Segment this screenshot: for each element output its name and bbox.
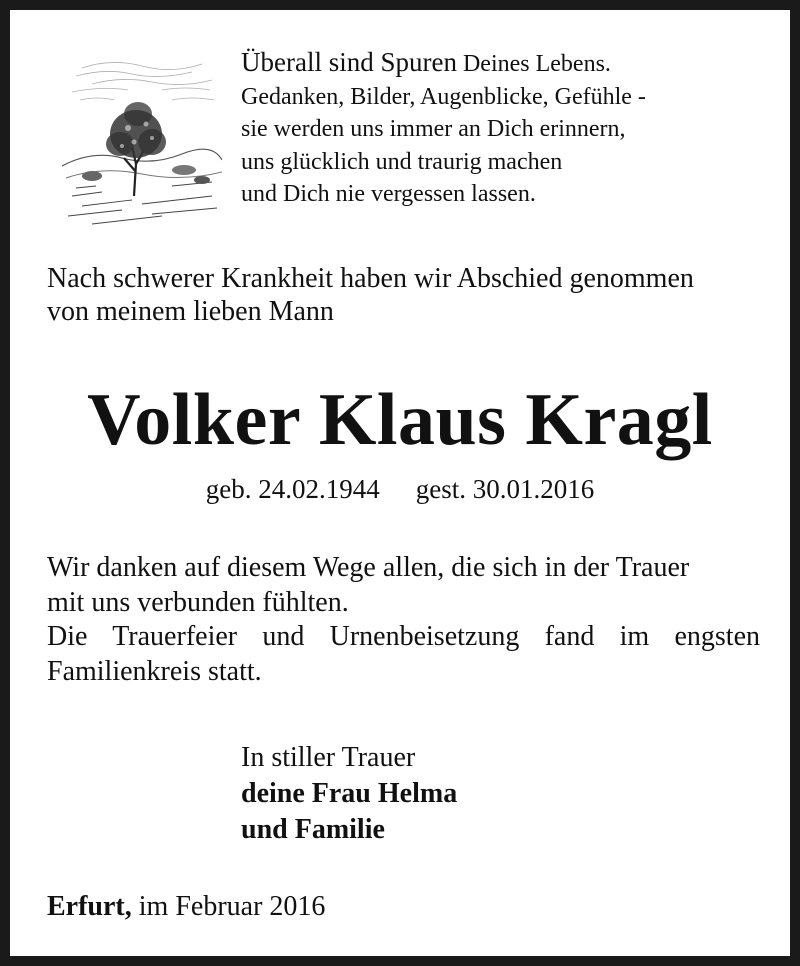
thanks-text xyxy=(47,551,760,689)
deceased-name: Volker Klaus Kragl xyxy=(87,379,713,461)
poem-line-5: und Dich nie vergessen lassen. xyxy=(241,181,536,207)
thanks-line-2: mit uns verbunden fühlten. xyxy=(47,586,349,618)
intro-line-1: Nach schwerer Krankheit haben wir Abschied genommen xyxy=(47,263,694,294)
poem-line-2: Gedanken, Bilder, Augenblicke, Gefühle - xyxy=(241,83,646,110)
thanks-line-3: Die Trauerfeier und Urnenbeisetzung fand im engsten xyxy=(47,621,760,652)
life-dates xyxy=(10,472,790,506)
tree-landscape-illustration xyxy=(62,46,222,232)
death-date: gest. 30.01.2016 xyxy=(415,474,595,504)
poem-verse xyxy=(241,46,781,211)
signature-line-2: deine Frau Helma xyxy=(241,778,458,809)
poem-line-3: sie werden uns immer an Dich erinnern, xyxy=(241,116,626,142)
signature-line-1: In stiller Trauer xyxy=(241,742,416,773)
place-date xyxy=(47,890,647,924)
thanks-line-4: Familienkreis statt. xyxy=(47,655,262,687)
signature-block xyxy=(241,740,741,848)
intro-line-2: von meinem lieben Mann xyxy=(47,296,334,327)
signature-line-3: und Familie xyxy=(241,814,385,845)
poem-line-1: Überall sind Spuren Deines Lebens. xyxy=(241,47,611,77)
intro-text xyxy=(47,262,777,328)
birth-date: geb. 24.02.1944 xyxy=(205,474,380,504)
thanks-line-1: Wir danken auf diesem Wege allen, die sich in der Trauer xyxy=(47,552,690,583)
poem-line-4: uns glücklich und traurig machen xyxy=(241,148,563,175)
place-month: im Februar 2016 xyxy=(138,891,326,922)
place-city: Erfurt, xyxy=(47,891,132,922)
